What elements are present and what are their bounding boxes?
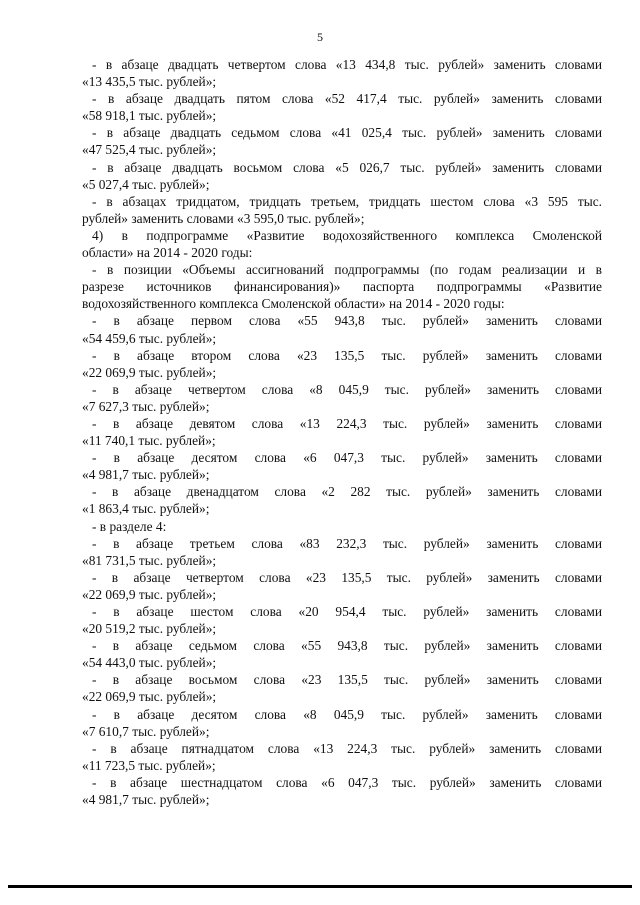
paragraph	[82, 603, 602, 637]
paragraph-first-line: - в абзаце десятом слова «6 047,3 тыс. рублей» заменить словами	[92, 450, 602, 466]
paragraph	[82, 740, 602, 774]
page-number: 5	[317, 30, 323, 44]
paragraph-line: «47 525,4 тыс. рублей»;	[82, 142, 217, 158]
paragraph	[82, 415, 602, 449]
paragraph	[82, 227, 602, 261]
paragraph-first-line: 4) в подпрограмме «Развитие водохозяйственного комплекса Смоленской	[92, 227, 602, 243]
paragraph-line: «20 519,2 тыс. рублей»;	[82, 621, 217, 637]
paragraph-first-line: - в абзаце двенадцатом слова «2 282 тыс. рублей» заменить словами	[92, 484, 602, 500]
paragraph	[82, 483, 602, 517]
paragraph	[82, 449, 602, 483]
paragraph-line: «11 723,5 тыс. рублей»;	[82, 757, 216, 773]
paragraph-line: «54 459,6 тыс. рублей»;	[82, 330, 217, 346]
paragraph-first-line: - в абзаце шестом слова «20 954,4 тыс. рублей» заменить словами	[92, 604, 602, 619]
paragraph-line: «22 069,9 тыс. рублей»;	[82, 689, 217, 705]
paragraph	[82, 193, 602, 227]
paragraph	[82, 706, 602, 740]
paragraph-line: разрезе источников финансирования)» паспорта подпрограммы «Развитие	[82, 279, 602, 295]
paragraph-first-line: - в абзаце третьем слова «83 232,3 тыс. рублей» заменить словами	[92, 535, 602, 551]
paragraph	[82, 518, 602, 535]
paragraph	[82, 124, 602, 158]
paragraph	[82, 535, 602, 569]
paragraph-line: области» на 2014 - 2020 годы:	[82, 245, 253, 261]
paragraph	[82, 637, 602, 671]
paragraph-line: «81 731,5 тыс. рублей»;	[82, 552, 217, 568]
paragraph	[82, 671, 602, 705]
paragraph-line: «4 981,7 тыс. рублей»;	[82, 467, 210, 483]
paragraph	[82, 56, 602, 90]
paragraph-line: «1 863,4 тыс. рублей»;	[82, 501, 210, 517]
paragraph-first-line: - в абзаце четвертом слова «8 045,9 тыс. рублей» заменить словами	[92, 381, 602, 397]
paragraph-first-line: - в разделе 4:	[92, 518, 167, 534]
paragraph-line: «7 610,7 тыс. рублей»;	[82, 723, 210, 739]
paragraph-line: «22 069,9 тыс. рублей»;	[82, 364, 217, 380]
paragraph-first-line: - в абзаце двадцать седьмом слова «41 025,4 тыс. рублей» заменить словами	[92, 125, 602, 141]
document-body	[82, 56, 602, 808]
paragraph	[82, 347, 602, 381]
paragraph	[82, 261, 602, 312]
paragraph-first-line: - в абзаце шестнадцатом слова «6 047,3 тыс. рублей» заменить словами	[92, 774, 602, 790]
paragraph-first-line: - в абзаце восьмом слова «23 135,5 тыс. рублей» заменить словами	[92, 672, 602, 688]
paragraph-line: «13 435,5 тыс. рублей»;	[82, 74, 217, 90]
paragraph-line: «58 918,1 тыс. рублей»;	[82, 108, 217, 124]
paragraph-first-line: - в абзаце седьмом слова «55 943,8 тыс. рублей» заменить словами	[92, 638, 602, 654]
paragraph	[82, 312, 602, 346]
paragraph	[82, 381, 602, 415]
paragraph-first-line: - в абзаце двадцать пятом слова «52 417,4 тыс. рублей» заменить словами	[92, 91, 602, 107]
paragraph-line: водохозяйственного комплекса Смоленской области» на 2014 - 2020 годы:	[82, 296, 505, 312]
paragraph	[82, 774, 602, 808]
paragraph-first-line: - в абзаце двадцать четвертом слова «13 434,8 тыс. рублей» заменить словами	[92, 57, 602, 72]
paragraph-line: «22 069,9 тыс. рублей»;	[82, 586, 217, 602]
paragraph	[82, 569, 602, 603]
paragraph-first-line: - в абзаце втором слова «23 135,5 тыс. рублей» заменить словами	[92, 347, 602, 363]
paragraph-first-line: - в абзаце пятнадцатом слова «13 224,3 тыс. рублей» заменить словами	[92, 740, 602, 756]
paragraph-line: «11 740,1 тыс. рублей»;	[82, 433, 216, 449]
paragraph-first-line: - в абзаце первом слова «55 943,8 тыс. рублей» заменить словами	[92, 313, 602, 329]
paragraph-line: «4 981,7 тыс. рублей»;	[82, 792, 210, 808]
paragraph-first-line: - в позиции «Объемы ассигнований подпрограммы (по годам реализации и в	[92, 262, 602, 278]
paragraph	[82, 159, 602, 193]
paragraph-line: рублей» заменить словами «3 595,0 тыс. рублей»;	[82, 210, 365, 226]
paragraph-first-line: - в абзаце десятом слова «8 045,9 тыс. рублей» заменить словами	[92, 706, 602, 722]
paragraph-line: «7 627,3 тыс. рублей»;	[82, 398, 210, 414]
paragraph-first-line: - в абзаце двадцать восьмом слова «5 026,7 тыс. рублей» заменить словами	[92, 159, 602, 175]
paragraph-first-line: - в абзаце девятом слова «13 224,3 тыс. рублей» заменить словами	[92, 415, 602, 431]
bottom-rule	[8, 885, 632, 888]
paragraph-first-line: - в абзаце четвертом слова «23 135,5 тыс. рублей» заменить словами	[92, 569, 602, 585]
paragraph-first-line: - в абзацах тридцатом, тридцать третьем, тридцать шестом слова «3 595 тыс.	[92, 193, 602, 209]
paragraph-line: «54 443,0 тыс. рублей»;	[82, 655, 217, 671]
paragraph-line: «5 027,4 тыс. рублей»;	[82, 176, 210, 192]
paragraph	[82, 90, 602, 124]
